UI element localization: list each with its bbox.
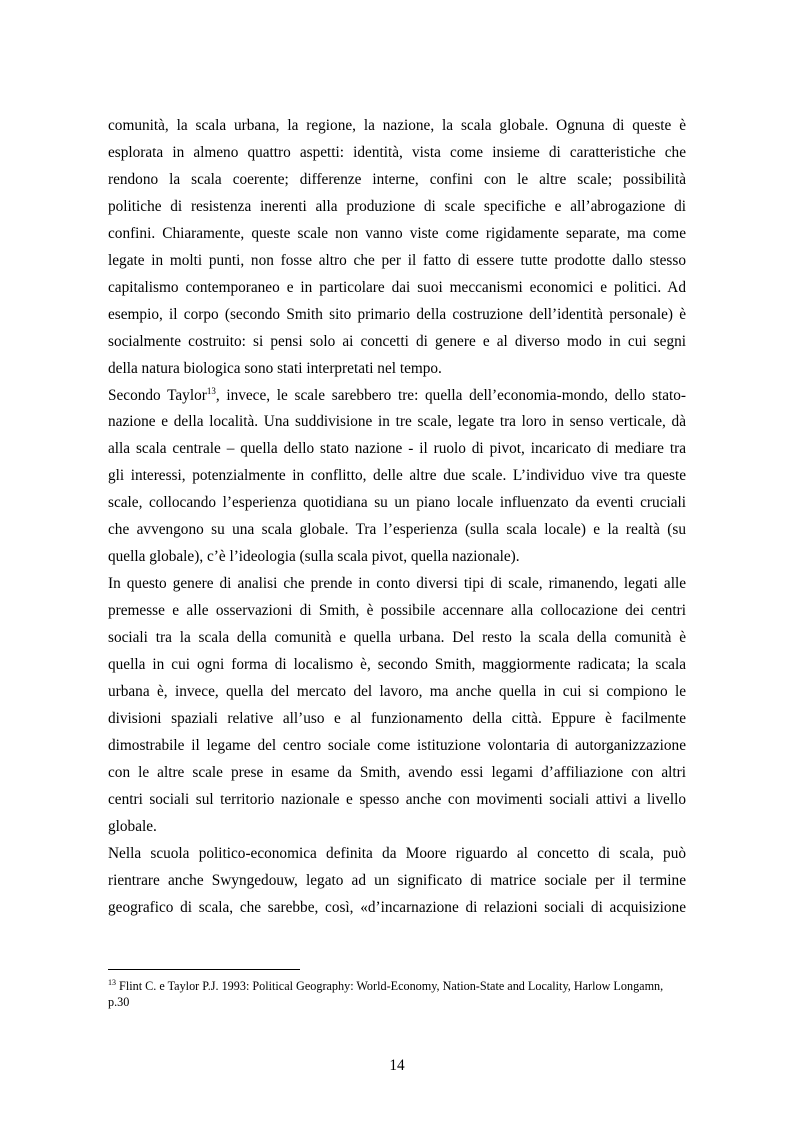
paragraph-1 [108,113,686,383]
text-line: con le altre scale prese in esame da Smith, avendo essi legami d’affiliazione con altri [108,763,686,781]
text-line: che avvengono su una scala globale. Tra l’esperienza (sulla scala locale) e la realtà (su [108,521,686,539]
text-line: legate in molti punti, non fosse altro che per il fatto di essere tutte prodotte dallo stesso [108,251,686,269]
text-line: urbana è, invece, quella del mercato del lavoro, ma anche quella in cui si compiono le [108,683,686,701]
paragraph-4 [108,841,686,922]
text-fragment: , invece, le scale sarebbero tre: quella dell’economia-mondo, dello stato- [215,386,686,404]
text-fragment: Secondo Taylor [108,386,207,404]
footnote-number: 13 [108,977,116,987]
footnote [108,978,686,1010]
text-line: socialmente costruito: si pensi solo ai concetti di genere e al diverso modo in cui segni [108,332,686,350]
text-line: politiche di resistenza inerenti alla produzione di scale specifiche e all’abrogazione di [108,197,686,215]
text-line: alla scala centrale – quella dello stato nazione - il ruolo di pivot, incaricato di mediare tra [108,440,686,458]
text-line: Nella scuola politico-economica definita da Moore riguardo al concetto di scala, può [108,844,686,862]
text-line: nazione e della località. Una suddivisione in tre scale, legate tra loro in senso verticale, dà [108,413,686,431]
text-line: confini. Chiaramente, queste scale non vanno viste come rigidamente separate, ma come [108,224,686,242]
paragraph-2 [108,383,686,572]
text-line: sociali tra la scala della comunità e quella urbana. Del resto la scala della comunità è [108,629,686,647]
text-line: rendono la scala coerente; differenze interne, confini con le altre scale; possibilità [108,170,686,188]
text-line: della natura biologica sono stati interpretati nel tempo. [108,359,442,377]
paragraph-3 [108,571,686,841]
text-line: esplorata in almeno quattro aspetti: identità, vista come insieme di caratteristiche che [108,143,686,161]
page-number: 14 [389,1057,405,1074]
text-line: quella globale), c’è l’ideologia (sulla scala pivot, quella nazionale). [108,548,520,566]
text-line: comunità, la scala urbana, la regione, la nazione, la scala globale. Ognuna di queste è [108,117,686,134]
text-line: scale, collocando l’esperienza quotidiana su un piano locale influenzato da eventi cruciali [108,494,686,512]
text-line: divisioni spaziali relative all’uso e al funzionamento della città. Eppure è facilmente [108,709,686,727]
footnote-separator [108,969,300,970]
text-line: geografico di scala, che sarebbe, così, «d’incarnazione di relazioni sociali di acquisizione [108,898,686,916]
text-line: gli interessi, potenzialmente in conflitto, delle altre due scale. L’individuo vive tra queste [108,467,686,485]
footnote-reference[interactable]: 13 [206,385,216,396]
text-line: esempio, il corpo (secondo Smith sito primario della costruzione dell’identità personale) è [108,305,686,323]
text-line: premesse e alle osservazioni di Smith, è possibile accennare alla collocazione dei centri [108,602,686,620]
text-line: centri sociali sul territorio nazionale e spesso anche con movimenti sociali attivi a livello [108,790,686,808]
footnote-text: Flint C. e Taylor P.J. 1993: Political Geography: World-Economy, Nation-State and Locality, Harlow Longamn, p.30 [108,979,664,1009]
text-line: quella in cui ogni forma di localismo è, secondo Smith, maggiormente radicata; la scala [108,656,686,674]
text-line: rientrare anche Swyngedouw, legato ad un significato di matrice sociale per il termine [108,871,686,889]
body-text [108,113,686,922]
text-line: In questo genere di analisi che prende in conto diversi tipi di scale, rimanendo, legati alle [108,575,686,593]
text-line: globale. [108,817,157,835]
text-line: dimostrabile il legame del centro sociale come istituzione volontaria di autorganizzazione [108,736,686,754]
text-line-with-footnote [108,383,686,410]
text-line: capitalismo contemporaneo e in particolare dai suoi meccanismi economici e politici. Ad [108,278,686,296]
